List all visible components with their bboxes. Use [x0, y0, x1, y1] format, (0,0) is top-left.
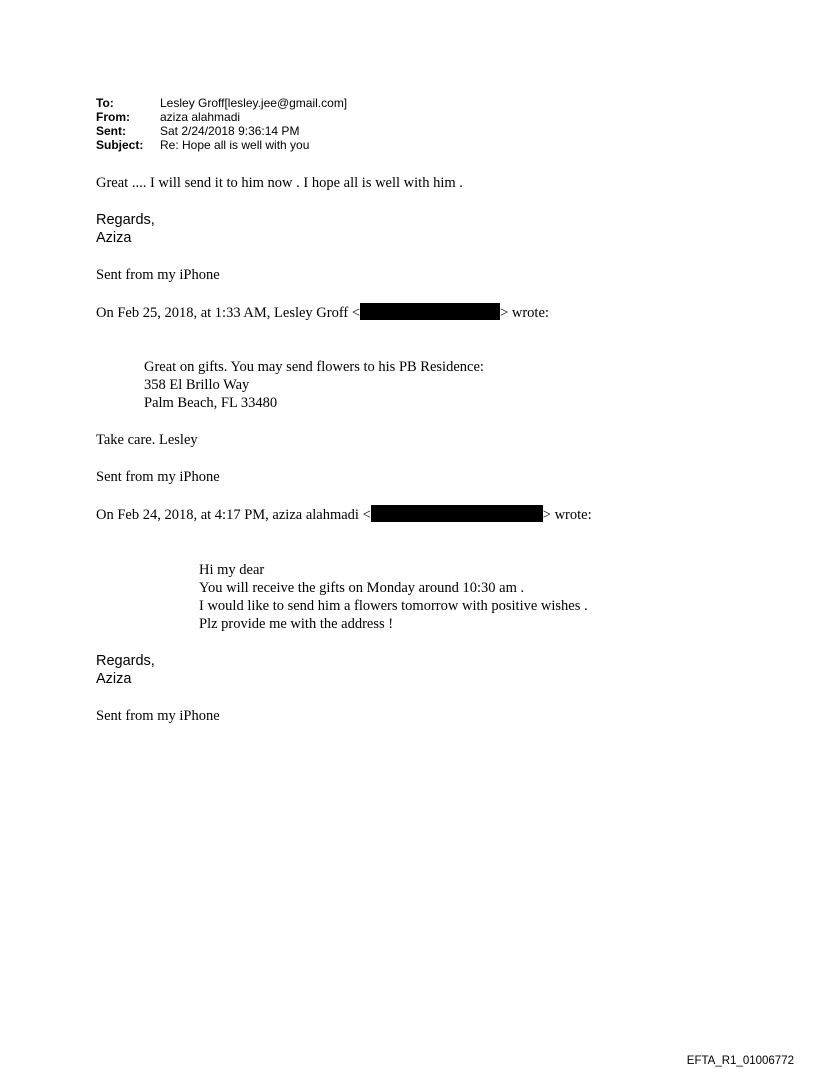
quote1-line: 358 El Brillo Way	[144, 377, 250, 393]
to-label: To:	[96, 96, 114, 110]
sent-label: Sent:	[96, 124, 126, 138]
quote1-intro-before: On Feb 25, 2018, at 1:33 AM, Lesley Groff <	[96, 305, 361, 321]
document-id: EFTA_R1_01006772	[686, 1055, 794, 1067]
subject-label: Subject:	[96, 138, 144, 152]
from-value: aziza alahmadi	[160, 110, 241, 124]
from-row	[96, 110, 347, 124]
quote2-signature: Sent from my iPhone	[96, 708, 220, 724]
quote1-line: Palm Beach, FL 33480	[144, 395, 278, 411]
reply-body: Great .... I will send it to him now . I hope all is well with him .	[96, 175, 463, 191]
quote1-closing: Take care. Lesley	[96, 432, 198, 448]
subject-row	[96, 138, 347, 152]
quote1-intro	[96, 303, 549, 322]
from-label: From:	[96, 110, 130, 124]
subject-value: Re: Hope all is well with you	[160, 138, 310, 152]
quote1-intro-after: > wrote:	[500, 305, 549, 321]
sent-value: Sat 2/24/2018 9:36:14 PM	[160, 124, 300, 138]
quote2-name: Aziza	[96, 671, 132, 687]
quote1-signature: Sent from my iPhone	[96, 469, 220, 485]
quote2-intro-after: > wrote:	[542, 507, 592, 523]
email-header	[96, 96, 347, 152]
sent-row	[96, 124, 347, 138]
redaction-box	[371, 505, 543, 522]
quote2-line: Plz provide me with the address !	[199, 616, 394, 632]
reply-regards: Regards,	[96, 212, 155, 228]
reply-name: Aziza	[96, 230, 132, 246]
redaction-box	[360, 303, 500, 320]
quote2-line: You will receive the gifts on Monday around 10:30 am .	[199, 580, 525, 596]
reply-signature: Sent from my iPhone	[96, 267, 220, 283]
quote2-line: Hi my dear	[199, 562, 265, 578]
quote2-intro	[96, 505, 592, 524]
quote2-line: I would like to send him a flowers tomorrow with positive wishes .	[199, 598, 588, 614]
quote1-line: Great on gifts. You may send flowers to his PB Residence:	[144, 359, 484, 375]
to-value: Lesley Groff[lesley.jee@gmail.com]	[160, 96, 348, 110]
quote2-regards: Regards,	[96, 653, 155, 669]
to-row	[96, 96, 347, 110]
quote2-intro-before: On Feb 24, 2018, at 4:17 PM, aziza alahmadi <	[96, 507, 371, 523]
